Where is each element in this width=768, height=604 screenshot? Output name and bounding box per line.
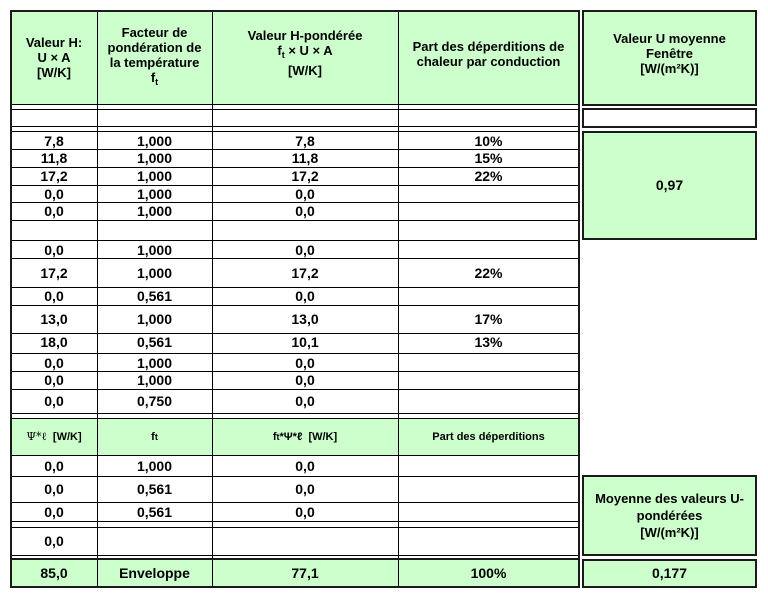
header-factor-f: f [150, 70, 156, 85]
weighted-cell: 0,0 [295, 503, 315, 520]
header-u-window-line2: Fenêtre [646, 46, 693, 61]
u-window-spacer-frame [582, 108, 757, 128]
header-h-value-line2: U × A [37, 50, 71, 65]
totals-top-rule [10, 558, 580, 560]
total-h: 85,0 [11, 560, 97, 586]
h-value-cell: 0,0 [44, 185, 64, 202]
factor-cell: 0,561 [136, 333, 173, 350]
share-cell: 22% [474, 168, 503, 184]
total-label: Enveloppe [97, 560, 212, 586]
header-u-window-line3: [W/(m²K)] [640, 61, 699, 76]
total-avg-frame [582, 559, 757, 588]
header-weighted-line3: [W/K] [288, 63, 322, 78]
header-weighted-formula: × U × A [284, 43, 333, 58]
subheader-share: Part des déperditions [398, 419, 579, 455]
h-value-cell: 0,0 [44, 241, 64, 258]
factor-cell: 1,000 [136, 264, 173, 281]
share-cell: 15% [474, 150, 503, 166]
header-h-value-line3: [W/K] [37, 65, 71, 80]
weighted-cell: 0,0 [295, 393, 315, 409]
subheader-ftpsi-rest: *Ψ*ℓ [W/K] [279, 431, 338, 443]
header-weighted-sub: t [281, 50, 285, 60]
total-hw: 77,1 [212, 560, 398, 586]
share-cell: 17% [474, 311, 503, 327]
psi-value-cell: 0,0 [44, 503, 64, 520]
h-value-cell: 17,2 [40, 168, 68, 184]
weighted-cell: 7,8 [295, 132, 315, 149]
weighted-cell: 11,8 [291, 150, 319, 166]
header-weighted-f: f [277, 43, 282, 58]
factor-cell: 1,000 [136, 354, 173, 371]
psi-value-cell: 0,0 [44, 457, 64, 474]
weighted-cell: 17,2 [291, 168, 319, 184]
factor-cell: 1,000 [136, 168, 173, 184]
weighted-cell: 17,2 [291, 264, 319, 281]
header-factor-line2: pondération de [107, 40, 202, 55]
left-table-frame [10, 10, 580, 588]
weighted-cell: 10,1 [291, 333, 319, 350]
factor-cell: 0,561 [136, 503, 173, 520]
header-share-line1: Part des déperditions de [412, 39, 565, 54]
h-value-cell: 18,0 [40, 333, 68, 350]
h-value-cell: 0,0 [44, 354, 64, 371]
avg-u-frame [582, 475, 757, 556]
avg-u-header-line1: Moyenne des valeurs U- [595, 490, 744, 506]
subheader-psi-symbol: Ψ*ℓ [26, 430, 47, 443]
weighted-cell: 0,0 [295, 185, 315, 202]
u-window-value-frame [582, 131, 757, 240]
weighted-cell: 0,0 [295, 354, 315, 371]
header-weighted-line1: Valeur H-pondérée [247, 28, 363, 43]
subheader-ftpsi-f: f [272, 431, 277, 443]
factor-cell: 0,750 [136, 393, 173, 409]
h-value-cell: 11,8 [40, 150, 68, 166]
subheader-ft-f: f [151, 431, 155, 443]
factor-cell: 0,561 [136, 288, 173, 304]
factor-cell: 1,000 [136, 132, 173, 149]
u-window-header-frame [582, 10, 757, 106]
h-value-cell: 0,0 [44, 393, 64, 409]
weighted-cell: 0,0 [295, 457, 315, 474]
u-window-value: 0,97 [583, 132, 756, 238]
psi-value-cell: 0,0 [44, 481, 64, 497]
weighted-cell: 0,0 [295, 241, 315, 258]
weighted-cell: 0,0 [295, 372, 315, 388]
weighted-cell: 0,0 [295, 288, 315, 304]
h-value-cell: 7,8 [44, 132, 64, 149]
h-value-cell: 0,0 [44, 372, 64, 388]
total-share: 100% [398, 560, 579, 586]
h-value-cell: 17,2 [40, 264, 68, 281]
share-cell: 22% [474, 264, 503, 281]
factor-cell: 1,000 [136, 311, 173, 327]
factor-cell: 1,000 [136, 372, 173, 388]
share-cell: 10% [474, 132, 503, 149]
avg-u-header-line2: pondérées [636, 507, 703, 523]
factor-cell: 1,000 [136, 457, 173, 474]
header-h-value-line1: Valeur H: [25, 35, 83, 50]
header-factor-sub: t [155, 77, 159, 87]
total-avg: 0,177 [583, 560, 756, 586]
subheader-psi-unit: [W/K] [46, 431, 82, 443]
header-share-line2: chaleur par conduction [416, 54, 561, 69]
weighted-cell: 13,0 [291, 311, 319, 327]
header-u-window-line1: Valeur U moyenne [613, 31, 726, 46]
weighted-cell: 0,0 [295, 203, 315, 219]
factor-cell: 1,000 [136, 203, 173, 219]
factor-cell: 0,561 [136, 481, 173, 497]
header-factor-line1: Facteur de [121, 25, 188, 40]
psi-value-cell: 0,0 [44, 533, 64, 549]
factor-cell: 1,000 [136, 241, 173, 258]
header-factor-line3: la température [109, 55, 200, 70]
h-value-cell: 0,0 [44, 288, 64, 304]
subheader-ftpsi-sub: t [276, 432, 280, 442]
factor-cell: 1,000 [136, 185, 173, 202]
h-value-cell: 13,0 [40, 311, 68, 327]
weighted-cell: 0,0 [295, 481, 315, 497]
avg-u-header-line3: [W/(m²K)] [640, 524, 699, 540]
subheader-ft-sub: t [154, 432, 158, 442]
share-cell: 13% [474, 333, 503, 350]
factor-cell: 1,000 [136, 150, 173, 166]
h-value-cell: 0,0 [44, 203, 64, 219]
